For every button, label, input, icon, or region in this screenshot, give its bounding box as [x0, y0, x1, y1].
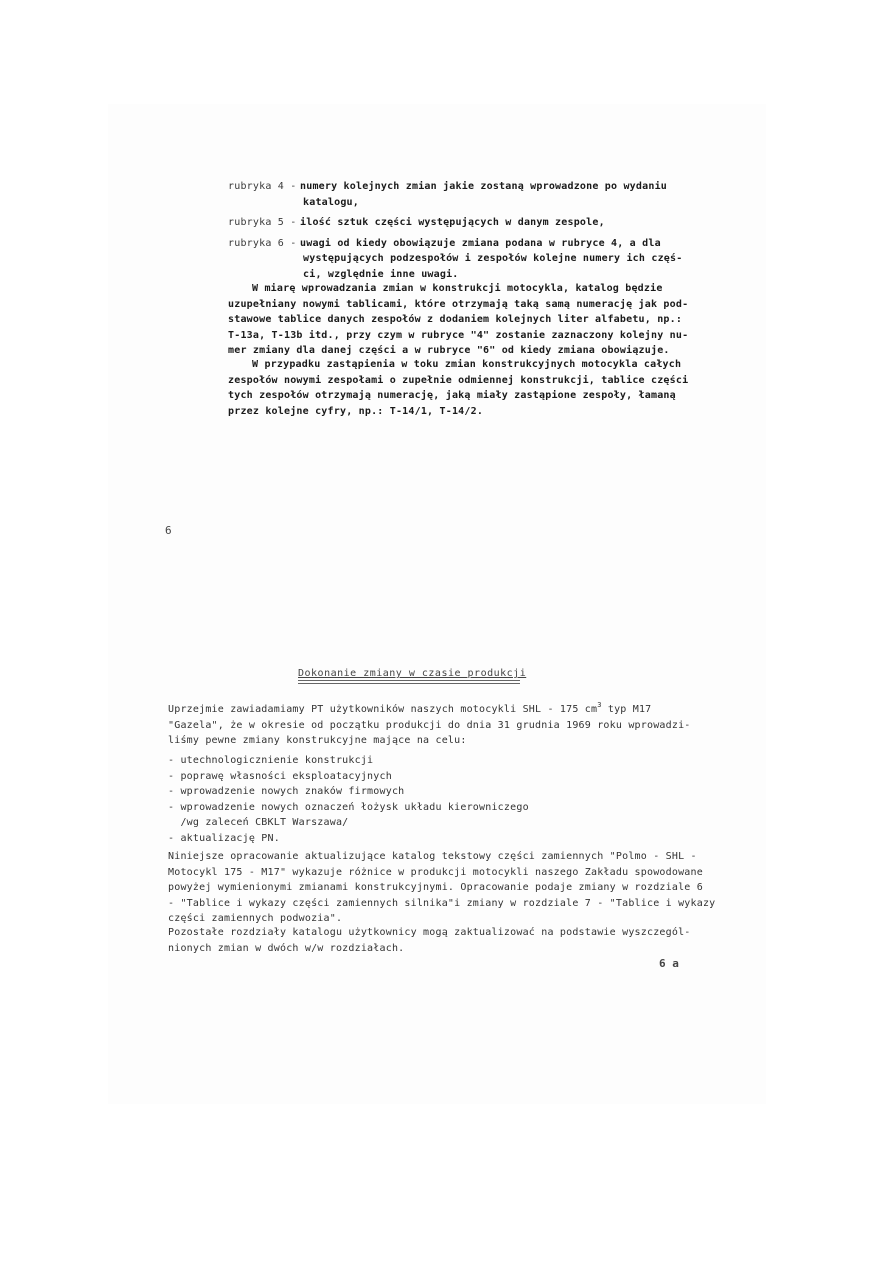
- rubric-4: [228, 179, 682, 210]
- rubric-text: ci, względnie inne uwagi.: [303, 268, 459, 280]
- text-line: stawowe tablice danych zespołów z dodaniem kolejnych liter alfabetu, np.:: [228, 314, 683, 325]
- page-number: 6 a: [659, 957, 679, 970]
- rubric-text: ilość sztuk części występujących w danym zespole,: [300, 217, 605, 228]
- intro-paragraph: [168, 698, 691, 749]
- paragraph-scope: [168, 849, 715, 927]
- text-line: Niniejsze opracowanie aktualizujące katalog tekstowy części zamiennych "Polmo - SHL -: [168, 851, 697, 862]
- rubric-label: rubryka 6 -: [228, 237, 297, 249]
- text-span: typ M17: [601, 704, 652, 715]
- text-line: Pozostałe rozdziały katalogu użytkownicy mogą zaktualizować na podstawie wyszczegól-: [168, 927, 691, 938]
- text-line: powyżej wymienionymi zmianami konstrukcyjnymi. Opracowanie podaje zmiany w rozdziale 6: [168, 882, 703, 893]
- double-underline: [298, 680, 520, 684]
- text-line: [168, 698, 691, 718]
- list-item: - wprowadzenie nowych znaków firmowych: [168, 786, 405, 797]
- rubric-text: katalogu,: [303, 196, 359, 208]
- text-line: liśmy pewne zmiany konstrukcyjne mające na celu:: [168, 735, 467, 746]
- heading-text: Dokonanie zmiany w czasie produkcji: [298, 668, 527, 679]
- paragraph-assembly-replacement: [228, 357, 688, 419]
- paragraph-remaining-chapters: [168, 925, 691, 956]
- text-line: części zamiennych podwozia".: [168, 913, 343, 924]
- text-line: zespołów nowymi zespołami o zupełnie odmiennej konstrukcji, tablice części: [228, 374, 689, 386]
- text-line: nionych zmian w dwóch w/w rozdziałach.: [168, 942, 405, 954]
- change-goals-list: [168, 753, 529, 846]
- text-line: - "Tablice i wykazy części zamiennych silnika"i zmiany w rozdziale 7 - "Tablice i wykazy: [168, 897, 716, 909]
- rubric-6: [228, 236, 682, 283]
- text-span: Uprzejmie zawiadamiamy PT użytkowników naszych motocykli SHL - 175 cm: [168, 704, 598, 715]
- rubric-label: rubryka 5 -: [228, 217, 297, 228]
- text-line: W miarę wprowadzania zmian w konstrukcji motocykla, katalog będzie: [252, 283, 663, 294]
- list-item: - poprawę własności eksploatacyjnych: [168, 770, 392, 782]
- list-item: - utechnologicznienie konstrukcji: [168, 755, 374, 766]
- text-line: tych zespołów otrzymają numerację, jaką miały zastąpione zespoły, łamaną: [228, 390, 676, 401]
- text-line: Motocykl 175 - M17" wykazuje różnice w produkcji motocykli naszego Zakładu spowodowane: [168, 866, 703, 878]
- rubric-text: numery kolejnych zmian jakie zostaną wprowadzone po wydaniu: [300, 181, 668, 192]
- rubric-text: występujących podzespołów i zespołów kolejne numery ich częś-: [303, 253, 683, 264]
- text-line: przez kolejne cyfry, np.: T-14/1, T-14/2.: [228, 405, 484, 417]
- rubric-label: rubryka 4 -: [228, 181, 297, 192]
- rubric-5: [228, 215, 682, 231]
- list-item: - wprowadzenie nowych oznaczeń łożysk układu kierowniczego: [168, 801, 529, 813]
- text-line: T-13a, T-13b itd., przy czym w rubryce "4" zostanie zaznaczony kolejny nu-: [228, 329, 689, 341]
- page-number: 6: [165, 524, 172, 537]
- rubric-list: [228, 179, 682, 282]
- paragraph-tables-extension: [228, 281, 688, 359]
- list-item: /wg zaleceń CBKLT Warszawa/: [168, 817, 349, 828]
- superscript: 3: [597, 701, 602, 709]
- text-line: "Gazela", że w okresie od początku produkcji do dnia 31 grudnia 1969 roku wprowadzi-: [168, 719, 691, 731]
- text-line: W przypadku zastąpienia w toku zmian konstrukcyjnych motocykla całych: [252, 359, 682, 370]
- section-heading: [298, 668, 526, 684]
- text-line: uzupełniany nowymi tablicami, które otrzymają taką samą numerację jak pod-: [228, 298, 689, 310]
- rubric-text: uwagi od kiedy obowiązuje zmiana podana w rubryce 4, a dla: [300, 237, 661, 249]
- list-item: - aktualizację PN.: [168, 832, 280, 844]
- text-line: mer zmiany dla danej części a w rubryce "6" od kiedy zmiana obowiązuje.: [228, 345, 670, 356]
